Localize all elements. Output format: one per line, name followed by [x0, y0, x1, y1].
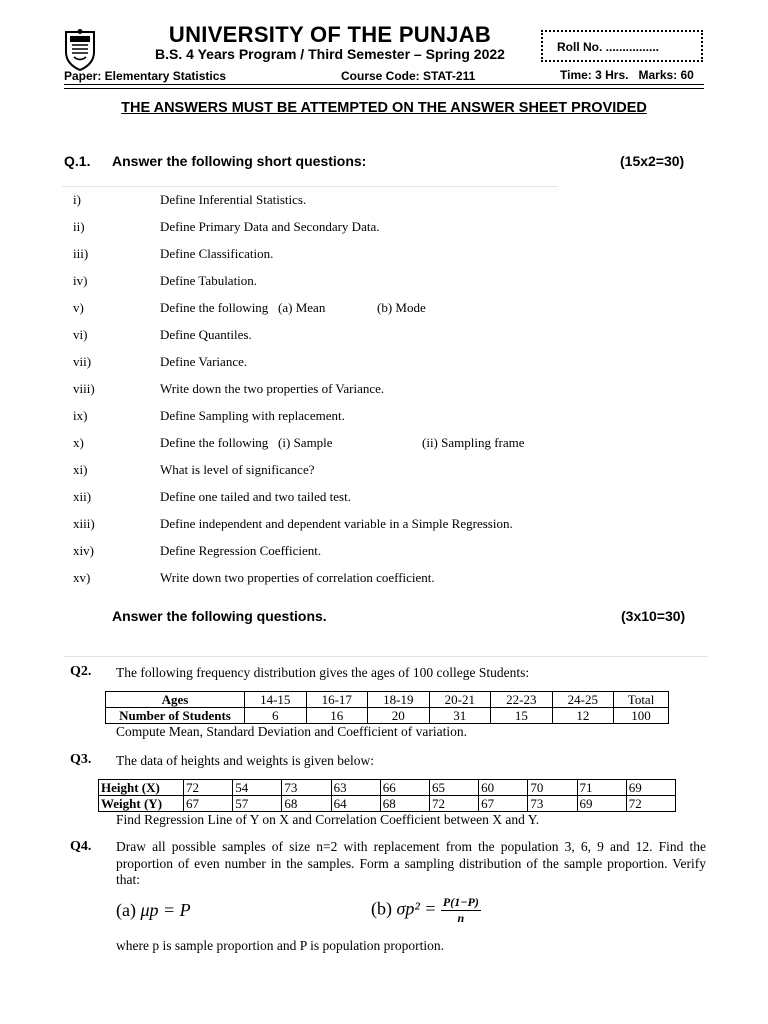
short-question — [0, 192, 768, 212]
short-question-number: x) — [73, 435, 84, 450]
instruction-banner: THE ANSWERS MUST BE ATTEMPTED ON THE ANSWER SHEET PROVIDED — [121, 100, 647, 116]
table-cell: 65 — [429, 780, 478, 796]
table-cell: 69 — [577, 796, 626, 812]
short-question-text: Define Regression Coefficient. — [160, 543, 322, 558]
short-question-text: What is level of significance? — [160, 462, 315, 477]
university-title: UNIVERSITY OF THE PUNJAB — [168, 22, 492, 47]
q3-task: Find Regression Line of Y on X and Correlation Coefficient between X and Y. — [116, 812, 540, 827]
table-row — [106, 692, 669, 708]
table-row — [99, 780, 676, 796]
fraction-denominator: n — [457, 911, 465, 925]
q2-prompt: The following frequency distribution gives the ages of 100 college Students: — [116, 665, 530, 680]
section-rule — [64, 656, 708, 657]
short-question-option: (b) Mode — [377, 300, 426, 315]
short-question-number: xv) — [73, 570, 91, 585]
short-question-text: Write down the two properties of Variance. — [160, 381, 385, 396]
short-question-number: ii) — [73, 219, 85, 234]
short-question — [0, 300, 768, 320]
q1-number: Q.1. — [64, 153, 91, 169]
short-question-number: i) — [73, 192, 81, 207]
table-cell: Weight (Y) — [99, 796, 184, 812]
table-row — [106, 708, 669, 724]
table-cell: 67 — [184, 796, 233, 812]
table-cell: 72 — [626, 796, 675, 812]
short-question — [0, 381, 768, 401]
header-rule-secondary — [64, 88, 704, 89]
short-question-number: v) — [73, 300, 84, 315]
table-cell: 57 — [233, 796, 282, 812]
height-weight-table — [98, 779, 676, 812]
table-cell: 73 — [528, 796, 577, 812]
table-cell: 14-15 — [245, 692, 307, 708]
time-marks: Time: 3 Hrs. Marks: 60 — [560, 68, 694, 82]
q3-prompt: The data of heights and weights is given below: — [116, 753, 374, 768]
q2-task: Compute Mean, Standard Deviation and Coefficient of variation. — [116, 724, 468, 739]
table-cell: 18-19 — [368, 692, 430, 708]
short-question — [0, 408, 768, 428]
short-question-number: vii) — [73, 354, 92, 369]
table-cell: 100 — [614, 708, 669, 724]
short-question-text: Define Variance. — [160, 354, 248, 369]
formula-b — [371, 895, 481, 926]
short-question-text: Define independent and dependent variable in a Simple Regression. — [160, 516, 513, 531]
age-frequency-table — [105, 691, 669, 724]
table-cell: 6 — [245, 708, 307, 724]
formula-b-lhs: σp² = — [396, 898, 437, 919]
q1-marks: (15x2=30) — [620, 153, 685, 169]
short-question-text: Define Primary Data and Secondary Data. — [160, 219, 380, 234]
q4-number: Q4. — [70, 839, 92, 854]
short-question-text: Define Classification. — [160, 246, 274, 261]
q4-note: where p is sample proportion and P is population proportion. — [116, 938, 444, 953]
table-cell: 12 — [552, 708, 614, 724]
short-question — [0, 219, 768, 239]
short-question — [0, 462, 768, 482]
short-question — [0, 273, 768, 293]
table-cell: 24-25 — [552, 692, 614, 708]
short-questions-rule — [62, 186, 558, 187]
table-cell: 68 — [282, 796, 331, 812]
table-cell: 16 — [306, 708, 368, 724]
part2-prompt: Answer the following questions. — [112, 608, 327, 624]
short-question — [0, 570, 768, 590]
table-cell: 66 — [380, 780, 429, 796]
short-question-text: Define Inferential Statistics. — [160, 192, 307, 207]
short-question-text: Define Quantiles. — [160, 327, 252, 342]
short-question-text: Define the following (i) Sample — [160, 435, 333, 450]
table-cell: 15 — [491, 708, 553, 724]
table-cell: 69 — [626, 780, 675, 796]
table-cell: 67 — [479, 796, 528, 812]
short-question-number: xii) — [73, 489, 92, 504]
short-question-text: Define the following (a) Mean — [160, 300, 326, 315]
table-cell: 60 — [479, 780, 528, 796]
formula-a-label: (a) — [116, 900, 136, 920]
course-code: Course Code: STAT-211 — [341, 69, 476, 83]
q1-prompt: Answer the following short questions: — [112, 153, 367, 169]
formula-b-label: (b) — [371, 898, 392, 919]
table-cell: 16-17 — [306, 692, 368, 708]
table-cell: Ages — [106, 692, 245, 708]
formula-a-expression: μp = P — [140, 900, 191, 920]
short-question-text: Write down two properties of correlation coefficient. — [160, 570, 435, 585]
table-cell: 73 — [282, 780, 331, 796]
table-cell: Height (X) — [99, 780, 184, 796]
short-question-number: xi) — [73, 462, 88, 477]
short-question-number: iii) — [73, 246, 89, 261]
table-cell: 22-23 — [491, 692, 553, 708]
short-question — [0, 435, 768, 455]
short-question-text: Define Tabulation. — [160, 273, 258, 288]
fraction-numerator: P(1−P) — [442, 895, 479, 909]
table-cell: 68 — [380, 796, 429, 812]
formula-b-fraction — [441, 895, 481, 926]
short-question — [0, 543, 768, 563]
short-question-number: vi) — [73, 327, 88, 342]
header-rule — [64, 84, 704, 85]
q4-prompt: Draw all possible samples of size n=2 with replacement from the population 3, 6, 9 and 12. Find the proportion of even number in the samples. Form a sampling distribution of the sample proportion. Verify that: — [116, 839, 706, 887]
table-cell: 31 — [429, 708, 491, 724]
short-question — [0, 327, 768, 347]
table-cell: 72 — [429, 796, 478, 812]
short-question-number: ix) — [73, 408, 88, 423]
short-question — [0, 516, 768, 536]
q3-number: Q3. — [70, 752, 92, 767]
table-cell: Number of Students — [106, 708, 245, 724]
table-cell: 20 — [368, 708, 430, 724]
short-question-text: Define one tailed and two tailed test. — [160, 489, 351, 504]
paper-title: Paper: Elementary Statistics — [64, 69, 227, 83]
program-line: B.S. 4 Years Program / Third Semester – Spring 2022 — [155, 46, 505, 62]
part2-marks: (3x10=30) — [621, 608, 686, 624]
table-cell: 71 — [577, 780, 626, 796]
roll-number-box — [541, 30, 703, 62]
roll-number-label: Roll No. ................ — [557, 40, 660, 54]
short-question-option: (ii) Sampling frame — [422, 435, 525, 450]
short-question — [0, 489, 768, 509]
short-question-number: xiii) — [73, 516, 95, 531]
q2-number: Q2. — [70, 664, 92, 679]
short-question-number: iv) — [73, 273, 88, 288]
university-logo — [60, 28, 100, 72]
short-question-number: xiv) — [73, 543, 94, 558]
short-question-number: viii) — [73, 381, 95, 396]
short-question — [0, 354, 768, 374]
table-row — [99, 796, 676, 812]
short-question-text: Define Sampling with replacement. — [160, 408, 345, 423]
table-cell: Total — [614, 692, 669, 708]
table-cell: 54 — [233, 780, 282, 796]
table-cell: 63 — [331, 780, 380, 796]
formula-a — [116, 900, 191, 921]
short-question — [0, 246, 768, 266]
table-cell: 72 — [184, 780, 233, 796]
table-cell: 20-21 — [429, 692, 491, 708]
table-cell: 64 — [331, 796, 380, 812]
table-cell: 70 — [528, 780, 577, 796]
